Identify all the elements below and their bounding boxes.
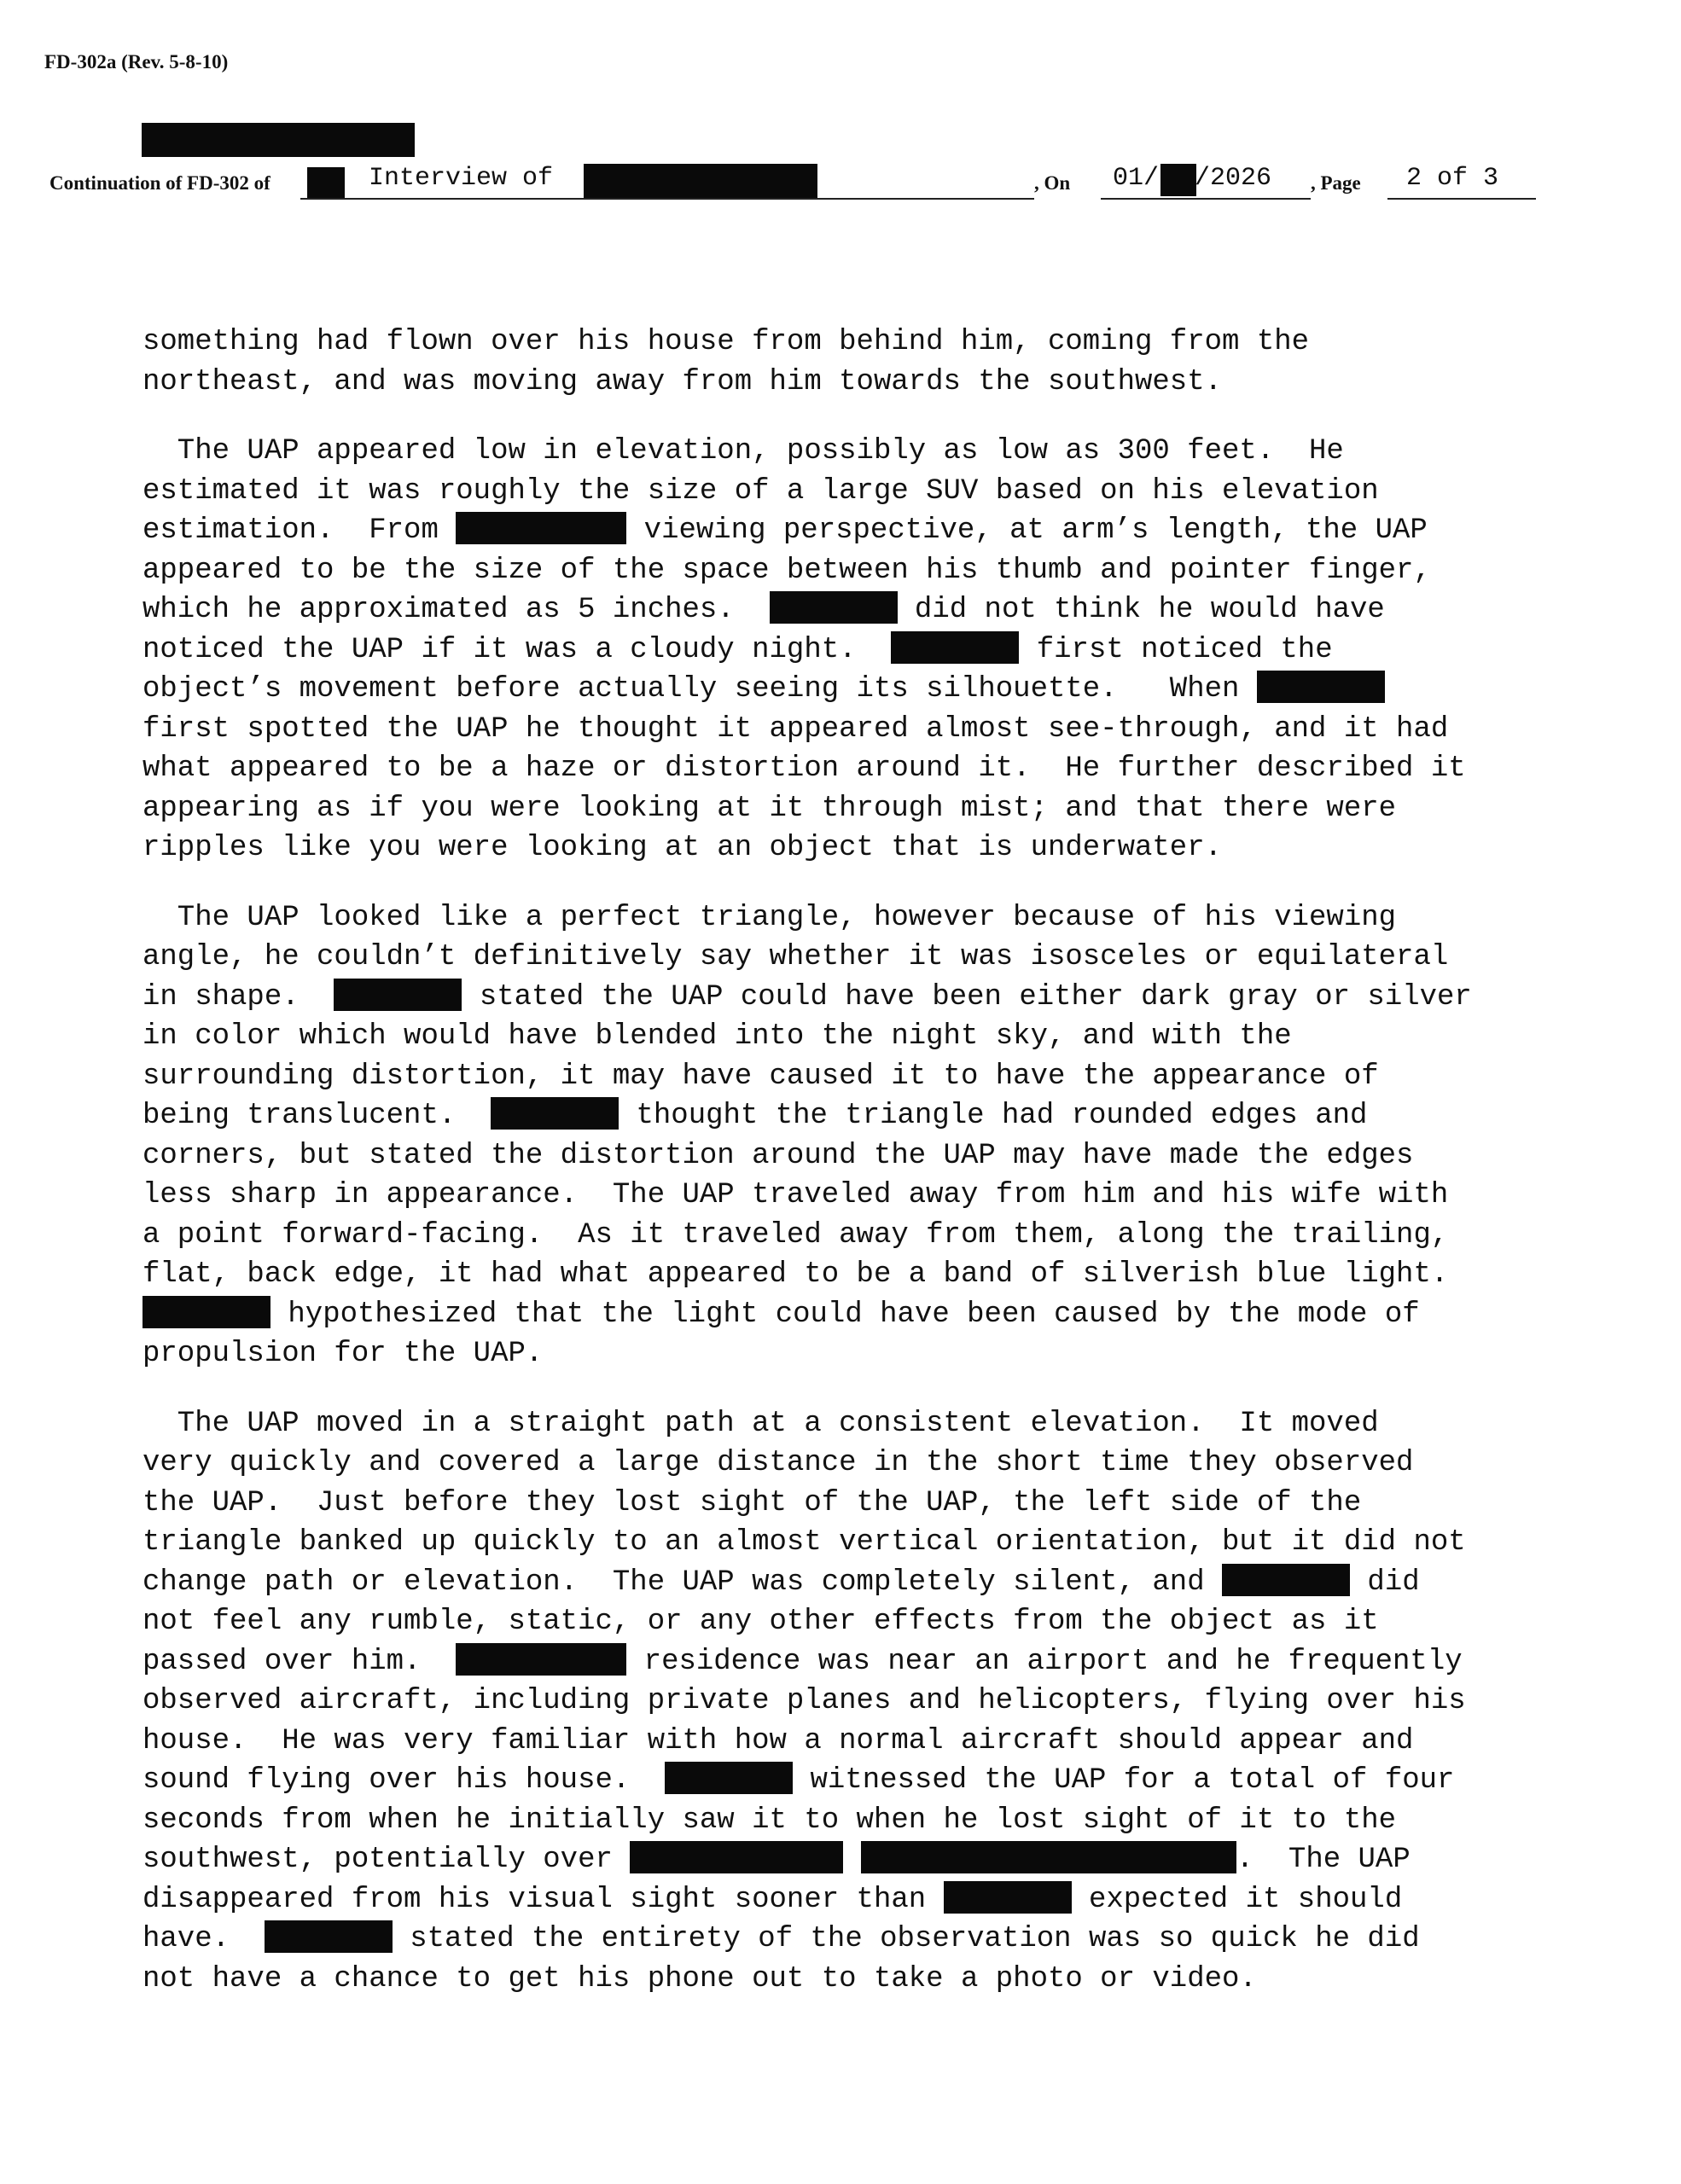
text-line bbox=[143, 1523, 1550, 1563]
text-line bbox=[143, 1404, 1550, 1444]
text-line bbox=[143, 1334, 1550, 1374]
line-text: appeared to be the size of the space between his thumb and pointer finger, bbox=[143, 554, 1431, 587]
interview-narrative bbox=[143, 322, 1550, 2029]
line-text: disappeared from his visual sight sooner than bbox=[143, 1883, 944, 1916]
text-line bbox=[143, 1255, 1550, 1295]
line-text: change path or elevation. The UAP was completely silent, and bbox=[143, 1565, 1223, 1599]
redaction-block bbox=[143, 1296, 270, 1328]
line-text: surrounding distortion, it may have caused it to have the appearance of bbox=[143, 1060, 1379, 1093]
redaction-block bbox=[891, 631, 1019, 664]
line-text: not have a chance to get his phone out to take a photo or video. bbox=[143, 1962, 1257, 1995]
date-prefix: 01/ bbox=[1113, 164, 1160, 193]
subject-prefix: Interview of bbox=[369, 164, 554, 193]
continuation-header bbox=[0, 159, 1681, 201]
line-text: expected it should bbox=[1071, 1883, 1403, 1916]
line-text: The UAP moved in a straight path at a consistent elevation. It moved bbox=[143, 1407, 1379, 1440]
text-line bbox=[143, 1880, 1550, 1920]
line-text: something had flown over his house from behind him, coming from the bbox=[143, 326, 1310, 358]
redaction-block bbox=[584, 164, 817, 198]
date-suffix: /2026 bbox=[1195, 164, 1272, 193]
redaction-block bbox=[1222, 1564, 1350, 1596]
text-line bbox=[143, 551, 1550, 591]
redaction-block bbox=[456, 512, 626, 544]
line-text: . The UAP bbox=[1236, 1844, 1411, 1876]
line-text: propulsion for the UAP. bbox=[143, 1338, 544, 1370]
redaction-block bbox=[491, 1097, 619, 1130]
line-text: did not think he would have bbox=[897, 594, 1385, 626]
text-line bbox=[143, 1017, 1550, 1057]
text-line bbox=[143, 1176, 1550, 1216]
line-text: noticed the UAP if it was a cloudy night. bbox=[143, 633, 892, 666]
line-text bbox=[843, 1844, 860, 1876]
line-text: did bbox=[1350, 1565, 1420, 1599]
line-text: The UAP appeared low in elevation, possibly as low as 300 feet. He bbox=[143, 435, 1344, 468]
line-text: in shape. bbox=[143, 980, 334, 1014]
text-line bbox=[143, 630, 1550, 671]
text-line bbox=[143, 1920, 1550, 1960]
text-line bbox=[143, 1682, 1550, 1722]
text-line bbox=[143, 1840, 1550, 1880]
text-line bbox=[143, 1057, 1550, 1097]
text-line bbox=[143, 1722, 1550, 1762]
line-text: thought the triangle had rounded edges and bbox=[619, 1100, 1368, 1132]
line-text: southwest, potentially over bbox=[143, 1844, 631, 1876]
text-line bbox=[143, 898, 1550, 938]
redaction-block bbox=[307, 167, 345, 198]
text-line bbox=[143, 1563, 1550, 1603]
text-line bbox=[143, 1801, 1550, 1841]
continuation-label: Continuation of FD-302 of bbox=[49, 172, 270, 194]
line-text: the UAP. Just before they lost sight of the UAP, the left side of the bbox=[143, 1486, 1362, 1519]
line-text: being translucent. bbox=[143, 1100, 492, 1132]
line-text: seconds from when he initially saw it to when he lost sight of it to the bbox=[143, 1804, 1397, 1837]
text-line bbox=[143, 511, 1550, 551]
line-text: triangle banked up quickly to an almost vertical orientation, but it did not bbox=[143, 1526, 1466, 1559]
redaction-block bbox=[770, 591, 898, 624]
text-line bbox=[143, 1484, 1550, 1524]
text-line bbox=[143, 978, 1550, 1018]
text-line bbox=[143, 749, 1550, 789]
line-text: which he approximated as 5 inches. bbox=[143, 594, 770, 626]
line-text: angle, he couldn’t definitively say whether it was isosceles or equilateral bbox=[143, 941, 1449, 973]
line-text: very quickly and covered a large distance in the short time they observed bbox=[143, 1447, 1414, 1479]
text-line bbox=[143, 590, 1550, 630]
line-text: witnessed the UAP for a total of four bbox=[793, 1764, 1455, 1797]
redaction-block bbox=[630, 1841, 843, 1873]
line-text: stated the UAP could have been either dark gray or silver bbox=[462, 980, 1472, 1014]
text-line bbox=[143, 938, 1550, 978]
text-line bbox=[143, 1096, 1550, 1136]
line-text: hypothesized that the light could have been caused by the mode of bbox=[270, 1298, 1420, 1331]
form-id: FD-302a (Rev. 5-8-10) bbox=[44, 51, 229, 73]
paragraph-3 bbox=[143, 898, 1550, 1374]
redaction-block bbox=[861, 1841, 1236, 1873]
line-text: corners, but stated the distortion around the UAP may have made the edges bbox=[143, 1139, 1414, 1172]
line-text: stated the entirety of the observation was so quick he did bbox=[392, 1923, 1420, 1955]
line-text: a point forward-facing. As it traveled away from them, along the trailing, bbox=[143, 1218, 1449, 1252]
paragraph-1 bbox=[143, 322, 1550, 402]
line-text: first spotted the UAP he thought it appeared almost see-through, and it had bbox=[143, 712, 1449, 746]
line-text: what appeared to be a haze or distortion around it. He further described it bbox=[143, 752, 1466, 785]
redaction-block bbox=[334, 979, 462, 1011]
line-text: have. bbox=[143, 1923, 265, 1955]
redaction-block bbox=[265, 1920, 393, 1953]
text-line bbox=[143, 1136, 1550, 1176]
line-text: not feel any rumble, static, or any other effects from the object as it bbox=[143, 1606, 1379, 1638]
text-line bbox=[143, 828, 1550, 868]
paragraph-4 bbox=[143, 1404, 1550, 2000]
line-text: in color which would have blended into the night sky, and with the bbox=[143, 1020, 1292, 1053]
line-text: ripples like you were looking at an object that is underwater. bbox=[143, 832, 1223, 864]
line-text: first noticed the bbox=[1019, 633, 1333, 666]
page-label: , Page bbox=[1311, 172, 1361, 194]
text-line bbox=[143, 789, 1550, 829]
redaction-block bbox=[665, 1762, 793, 1794]
text-line bbox=[143, 363, 1550, 403]
text-line bbox=[143, 1602, 1550, 1642]
redaction-block bbox=[456, 1643, 626, 1676]
redaction-block bbox=[142, 123, 415, 157]
redaction-block bbox=[1160, 164, 1196, 196]
text-line bbox=[143, 432, 1550, 472]
line-text: residence was near an airport and he frequently bbox=[626, 1645, 1463, 1678]
text-line bbox=[143, 472, 1550, 512]
line-text: less sharp in appearance. The UAP traveled away from him and his wife with bbox=[143, 1179, 1449, 1211]
line-text: northeast, and was moving away from him towards the southwest. bbox=[143, 365, 1223, 398]
date-label: , On bbox=[1034, 172, 1071, 194]
line-text: viewing perspective, at arm’s length, the UAP bbox=[626, 514, 1428, 547]
line-text: appearing as if you were looking at it through mist; and that there were bbox=[143, 792, 1397, 825]
text-line bbox=[143, 1960, 1550, 2000]
line-text: passed over him. bbox=[143, 1645, 457, 1678]
paragraph-2 bbox=[143, 432, 1550, 868]
line-text: estimated it was roughly the size of a large SUV based on his elevation bbox=[143, 474, 1379, 508]
line-text: sound flying over his house. bbox=[143, 1764, 666, 1797]
text-line bbox=[143, 710, 1550, 750]
text-line bbox=[143, 1642, 1550, 1682]
redaction-block bbox=[1257, 671, 1385, 703]
text-line bbox=[143, 1761, 1550, 1801]
redaction-block bbox=[944, 1881, 1072, 1914]
line-text: flat, back edge, it had what appeared to be a band of silverish blue light. bbox=[143, 1258, 1449, 1291]
text-line bbox=[143, 1295, 1550, 1335]
text-line bbox=[143, 670, 1550, 710]
line-text: house. He was very familiar with how a normal aircraft should appear and bbox=[143, 1724, 1414, 1757]
line-text: estimation. From bbox=[143, 514, 457, 547]
line-text: observed aircraft, including private planes and helicopters, flying over his bbox=[143, 1685, 1466, 1717]
page-number: 2 of 3 bbox=[1406, 164, 1499, 193]
text-line bbox=[143, 322, 1550, 363]
text-line bbox=[143, 1216, 1550, 1256]
line-text: The UAP looked like a perfect triangle, however because of his viewing bbox=[143, 901, 1397, 934]
text-line bbox=[143, 1443, 1550, 1484]
line-text: object’s movement before actually seeing its silhouette. When bbox=[143, 673, 1257, 706]
